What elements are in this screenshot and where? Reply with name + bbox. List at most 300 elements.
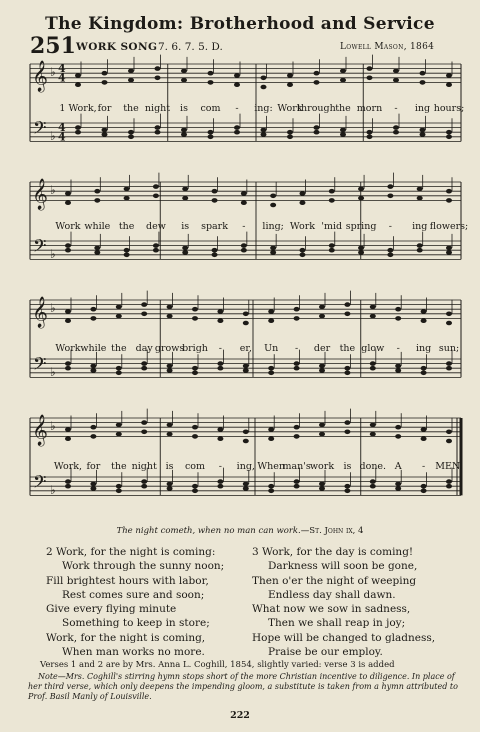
note-head (340, 78, 346, 83)
note-head (417, 196, 423, 201)
note-head (287, 135, 293, 140)
note-head (319, 368, 325, 373)
note-head (181, 78, 187, 83)
note-head (420, 128, 426, 133)
note-head (141, 361, 147, 366)
note-head (395, 364, 401, 369)
note-head (420, 80, 426, 85)
note-head (314, 80, 320, 85)
treble-clef-icon: 𝄞 (32, 414, 48, 446)
lyric-syllable: ing (414, 103, 431, 114)
note-head (241, 191, 247, 196)
note-head (446, 479, 452, 484)
note-head (395, 482, 401, 487)
lyric-syllable: grows (154, 343, 185, 354)
note-head (155, 76, 161, 81)
flat-sign-icon: ♭ (50, 183, 56, 198)
note-head (102, 128, 108, 133)
note-head (446, 73, 452, 78)
note-head (270, 203, 276, 208)
note-head (167, 314, 173, 319)
lyric-syllable: - (294, 343, 299, 354)
note-head (370, 484, 376, 489)
lyric-syllable: - (218, 461, 223, 472)
note-head (141, 302, 147, 307)
verse-2 (46, 545, 224, 659)
note-head (268, 436, 274, 441)
note-head (116, 484, 122, 489)
note-head (75, 130, 81, 135)
note-head (340, 132, 346, 137)
note-head (319, 364, 325, 369)
note-head (116, 314, 122, 319)
lyric-syllable: while (80, 343, 107, 354)
note-head (94, 189, 100, 194)
flat-sign-icon: ♭ (50, 482, 56, 497)
note-head (75, 82, 81, 87)
verse-line: What now we sow in sadness, (252, 603, 411, 616)
lyric-syllable: - (421, 461, 426, 472)
note-head (153, 248, 159, 253)
note-head (75, 73, 81, 78)
note-head (141, 430, 147, 435)
note-head (344, 371, 350, 376)
flat-sign-icon: ♭ (50, 246, 56, 261)
note-head (270, 194, 276, 199)
note-head (116, 489, 122, 494)
note-head (153, 243, 159, 248)
note-head (393, 130, 399, 135)
note-head (102, 132, 108, 137)
note-head (294, 484, 300, 489)
note-head (446, 130, 452, 135)
note-head (344, 489, 350, 494)
note-head (241, 200, 247, 205)
note-head (344, 312, 350, 317)
note-head (241, 243, 247, 248)
note-head (234, 82, 240, 87)
note-head (319, 486, 325, 491)
note-head (167, 364, 173, 369)
note-head (417, 243, 423, 248)
bass-clef-icon: 𝄢 (33, 353, 47, 378)
note-head (393, 125, 399, 130)
flat-sign-icon: ♭ (50, 419, 56, 434)
note-head (370, 479, 376, 484)
note-head (393, 69, 399, 74)
note-head (261, 128, 267, 133)
lyric-syllable: night (131, 461, 157, 472)
note-head (299, 253, 305, 258)
note-head (65, 309, 71, 314)
verse-line: Work, for the night is coming, (46, 631, 206, 644)
note-head (128, 69, 134, 74)
note-head (65, 248, 71, 253)
credits: Verses 1 and 2 are by Mrs. Anna L. Coghill, 1854, slightly varied: verse 3 is added (40, 660, 395, 670)
note-head (155, 125, 161, 130)
lyric-syllable: ing, (236, 461, 255, 472)
note-head (421, 318, 427, 323)
verse-line: Fill brightest hours with labor, (46, 574, 209, 587)
verse-line: Then we shall reap in joy; (268, 617, 406, 630)
note-head (294, 316, 300, 321)
verse-line: Hope will be changed to gladness, (252, 631, 436, 644)
note-head (167, 482, 173, 487)
note-head (153, 184, 159, 189)
lyric-syllable: is (165, 461, 174, 472)
note-head (446, 135, 452, 140)
lyric-syllable: glow (361, 343, 385, 354)
note-head (446, 321, 452, 326)
note-head (94, 246, 100, 251)
note-head (446, 361, 452, 366)
note-head (234, 125, 240, 130)
note-head (124, 253, 130, 258)
verse-line: Work through the sunny noon; (62, 560, 225, 573)
note-head (217, 361, 223, 366)
note-head (217, 479, 223, 484)
lyric-syllable: night (144, 103, 171, 114)
lyric-syllable: Work (55, 343, 81, 354)
lyric-syllable: er, (239, 343, 252, 354)
note-head (141, 420, 147, 425)
note-head (314, 125, 320, 130)
note-head (65, 479, 71, 484)
lyric-syllable: 'mid (321, 221, 343, 232)
note-head (421, 366, 427, 371)
lyric-syllable: - (394, 103, 398, 114)
lyric-syllable: - (242, 221, 246, 232)
note-head (446, 246, 452, 251)
note-head (128, 130, 134, 135)
lyric-syllable: is (343, 461, 352, 472)
note-head (182, 196, 188, 201)
note-head (261, 76, 267, 81)
note-head (192, 316, 198, 321)
note-head (94, 250, 100, 255)
note-head (65, 318, 71, 323)
note-head (167, 432, 173, 437)
lyric-syllable: - (218, 343, 223, 354)
verse-line: Rest comes sure and soon; (62, 588, 205, 601)
note-head (217, 436, 223, 441)
meter: 7. 6. 7. 5. D. (158, 41, 223, 53)
note-head (268, 318, 274, 323)
lyric-syllable: is (181, 221, 190, 232)
note-head (387, 184, 393, 189)
note-head (358, 250, 364, 255)
note-head (294, 479, 300, 484)
flat-sign-icon: ♭ (50, 301, 56, 316)
note-head (192, 425, 198, 430)
note-head (395, 368, 401, 373)
note-head (420, 132, 426, 137)
lyric-syllable: When (257, 461, 286, 472)
lyric-syllable: Work (289, 221, 316, 232)
note-head (329, 243, 335, 248)
lyric-syllable: ing (412, 221, 428, 232)
note-head (124, 196, 130, 201)
note-head (65, 427, 71, 432)
epigraph (0, 526, 480, 536)
treble-clef-icon: 𝄞 (32, 60, 48, 92)
note-head (446, 312, 452, 317)
note-head (421, 371, 427, 376)
lyric-syllable: for (97, 103, 112, 114)
note-head (90, 307, 96, 312)
note-head (446, 484, 452, 489)
note-head (261, 132, 267, 137)
note-head (212, 253, 218, 258)
page-number: 222 (230, 710, 250, 721)
note-head (181, 132, 187, 137)
tune-name: WORK SONG (76, 41, 158, 53)
note-head (192, 489, 198, 494)
verse-line: 2 Work, for the night is coming: (46, 546, 216, 558)
note-head (421, 427, 427, 432)
note-head (75, 125, 81, 130)
note-head (182, 246, 188, 251)
note-head (243, 321, 249, 326)
lyric-syllable: for (86, 461, 101, 472)
lyric-syllable: ling; (262, 221, 284, 232)
note-head (243, 430, 249, 435)
lyric-syllable: the (335, 103, 351, 114)
note-head (182, 250, 188, 255)
note-head (192, 366, 198, 371)
note-head (358, 196, 364, 201)
note-head (65, 191, 71, 196)
note-head (65, 484, 71, 489)
lyric-syllable: Work, (53, 461, 83, 472)
note-head (167, 305, 173, 310)
note-head (181, 128, 187, 133)
note-head (395, 434, 401, 439)
note-head (128, 78, 134, 83)
note-head (153, 194, 159, 199)
note-head (208, 130, 214, 135)
note-head (344, 302, 350, 307)
note-head (217, 484, 223, 489)
composer: Lowell Mason, 1864 (340, 42, 435, 52)
note-head (367, 66, 373, 71)
note-head (370, 423, 376, 428)
note-head (367, 76, 373, 81)
note-head (116, 432, 122, 437)
note-head (329, 248, 335, 253)
note-head (294, 307, 300, 312)
note-head (287, 73, 293, 78)
note-head (182, 187, 188, 192)
lyric-syllable: spark (201, 221, 228, 232)
note-head (243, 482, 249, 487)
note-head (192, 434, 198, 439)
lyric-syllable: der (313, 343, 331, 354)
note-head (314, 130, 320, 135)
lyric-syllable: ing (415, 343, 432, 354)
note-head (212, 198, 218, 203)
epigraph-text: The night cometh, when no man can work.— (116, 526, 310, 536)
lyric-syllable: dew (146, 221, 166, 232)
lyric-syllable: the (111, 461, 127, 472)
verse-line: Endless day shall dawn. (268, 588, 396, 601)
note-head (370, 314, 376, 319)
note-head (212, 248, 218, 253)
note-head (141, 312, 147, 317)
note-head (116, 371, 122, 376)
note-head (208, 80, 214, 85)
note-head (319, 423, 325, 428)
note-head (319, 305, 325, 310)
note-head (299, 191, 305, 196)
lyric-syllable: through (297, 103, 336, 114)
note-head (421, 489, 427, 494)
note-head (270, 246, 276, 251)
note-head (344, 430, 350, 435)
lyric-syllable: A (394, 461, 402, 472)
note-head (446, 439, 452, 444)
note-head (370, 361, 376, 366)
lyric-syllable: the (111, 343, 127, 354)
note-head (217, 309, 223, 314)
note-head (234, 73, 240, 78)
lyric-syllable: man's (282, 461, 311, 472)
note-head (90, 486, 96, 491)
note-head (243, 364, 249, 369)
lyric-syllable: Work (277, 103, 303, 114)
verse-3 (252, 545, 435, 659)
note-head (261, 85, 267, 90)
note-head (395, 307, 401, 312)
flat-sign-icon: ♭ (50, 65, 56, 80)
note-head (421, 436, 427, 441)
note-head (387, 194, 393, 199)
note-head (212, 189, 218, 194)
time-signature-top: 4 (58, 62, 66, 76)
note-head (395, 425, 401, 430)
note-head (294, 361, 300, 366)
note-head (167, 368, 173, 373)
note-head (294, 425, 300, 430)
note-head (344, 484, 350, 489)
flat-sign-icon: ♭ (50, 364, 56, 379)
note-head (395, 486, 401, 491)
note-head (124, 248, 130, 253)
note-head (446, 198, 452, 203)
lyric-syllable: the (118, 221, 135, 232)
note-head (393, 78, 399, 83)
note-head (128, 135, 134, 140)
note-head (367, 135, 373, 140)
verse-line: Something to keep in store; (62, 617, 210, 630)
note-head (167, 486, 173, 491)
note-head (329, 189, 335, 194)
lyric-syllable: - (396, 343, 400, 354)
note-head (299, 200, 305, 205)
lyric-syllable: hours; (433, 103, 465, 114)
note-head (329, 198, 335, 203)
note-head (344, 420, 350, 425)
time-signature-top: 4 (58, 121, 66, 135)
note-head (270, 250, 276, 255)
note-head (90, 364, 96, 369)
lyric-syllable: - (388, 221, 392, 232)
lyric-syllable: com (184, 461, 206, 472)
treble-clef-icon: 𝄞 (32, 296, 48, 328)
note-head (102, 71, 108, 76)
note-head (65, 436, 71, 441)
bass-clef-icon: 𝄢 (33, 117, 47, 142)
editorial-note: Note—Mrs. Coghill's stirring hymn stops short of the more Christian incentive to diligence. In place of her third verse, which only deepens the impending gloom, a substitute is taken from a hymn attributed to Prof. Basil Manly of Louisville. (28, 672, 458, 701)
verse-line: Darkness will soon be gone, (268, 560, 418, 573)
note-head (217, 366, 223, 371)
note-head (90, 316, 96, 321)
section-title: The Kingdom: Brotherhood and Service (45, 14, 435, 34)
lyric-syllable: com (200, 103, 221, 114)
lyric-syllable: Un (264, 343, 279, 354)
note-head (243, 486, 249, 491)
verse-line: 3 Work, for the day is coming! (252, 546, 414, 558)
note-head (344, 366, 350, 371)
lyric-syllable: ing: (254, 103, 273, 114)
lyric-syllable: 1 Work, (59, 103, 97, 114)
lyric-syllable: the (339, 343, 356, 354)
note-head (319, 432, 325, 437)
lyric-syllable: brigh (182, 343, 208, 354)
note-head (141, 484, 147, 489)
note-head (268, 366, 274, 371)
note-head (65, 361, 71, 366)
lyric-syllable: work (309, 461, 335, 472)
note-head (287, 82, 293, 87)
note-head (358, 187, 364, 192)
flat-sign-icon: ♭ (50, 128, 56, 143)
verse-line: When man works no more. (62, 646, 205, 659)
lyric-syllable: day (135, 343, 153, 354)
note-head (268, 309, 274, 314)
note-head (421, 309, 427, 314)
note-head (314, 71, 320, 76)
note-head (417, 187, 423, 192)
note-head (421, 484, 427, 489)
note-head (446, 189, 452, 194)
note-head (65, 200, 71, 205)
lyric-syllable: spring (345, 221, 377, 232)
note-head (217, 427, 223, 432)
note-head (268, 427, 274, 432)
note-head (94, 198, 100, 203)
note-head (116, 423, 122, 428)
note-head (299, 248, 305, 253)
lyric-syllable: is (180, 103, 188, 114)
note-head (208, 71, 214, 76)
note-head (319, 482, 325, 487)
verse-line: Give every flying minute (46, 603, 177, 616)
note-head (192, 484, 198, 489)
time-signature-bottom: 4 (58, 130, 66, 144)
note-head (124, 187, 130, 192)
lyric-syllable: flowers; (429, 221, 469, 232)
treble-clef-icon: 𝄞 (32, 178, 48, 210)
note-head (65, 243, 71, 248)
lyric-syllable: Work (55, 221, 81, 232)
note-head (370, 366, 376, 371)
note-head (181, 69, 187, 74)
lyric-syllable: done. (359, 461, 387, 472)
note-head (90, 434, 96, 439)
note-head (243, 312, 249, 317)
note-head (241, 248, 247, 253)
